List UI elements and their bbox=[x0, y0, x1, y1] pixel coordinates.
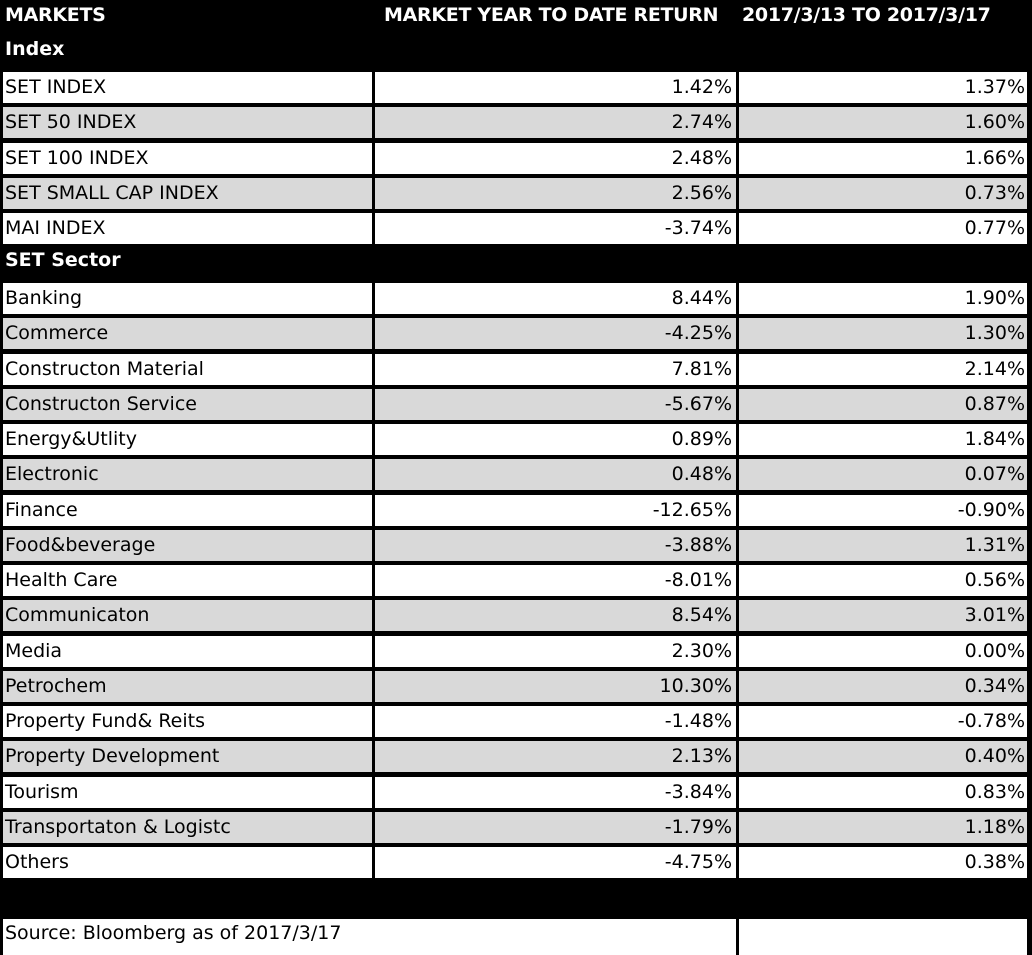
market-name-cell: SET 100 INDEX bbox=[3, 143, 372, 174]
weekly-return-cell: 0.38% bbox=[739, 847, 1027, 878]
ytd-return-cell: 2.13% bbox=[375, 741, 736, 772]
weekly-return-cell: 0.40% bbox=[739, 741, 1027, 772]
table-row bbox=[0, 704, 1032, 739]
ytd-return-cell: 2.74% bbox=[375, 107, 736, 138]
table-row bbox=[0, 739, 1032, 774]
market-name-cell: Electronic bbox=[3, 459, 372, 490]
table-row bbox=[0, 775, 1032, 810]
weekly-return-cell: 1.60% bbox=[739, 107, 1027, 138]
market-name-cell: SET INDEX bbox=[3, 72, 372, 103]
market-name-cell: Transportaton & Logistc bbox=[3, 812, 372, 843]
market-name-cell: Property Development bbox=[3, 741, 372, 772]
weekly-return-cell: 0.87% bbox=[739, 389, 1027, 420]
ytd-return-cell: -8.01% bbox=[375, 565, 736, 596]
weekly-return-cell: 1.18% bbox=[739, 812, 1027, 843]
ytd-return-cell: 0.89% bbox=[375, 424, 736, 455]
weekly-return-cell: 1.66% bbox=[739, 143, 1027, 174]
ytd-return-cell: -4.75% bbox=[375, 847, 736, 878]
weekly-return-cell: 0.07% bbox=[739, 459, 1027, 490]
ytd-return-cell: -1.79% bbox=[375, 812, 736, 843]
source-row bbox=[0, 917, 1032, 955]
weekly-return-cell: 1.30% bbox=[739, 318, 1027, 349]
weekly-return-cell: 0.00% bbox=[739, 636, 1027, 667]
source-empty-cell bbox=[739, 919, 1027, 955]
market-name-cell: SET SMALL CAP INDEX bbox=[3, 178, 372, 209]
market-name-cell: Tourism bbox=[3, 777, 372, 808]
weekly-return-cell: 1.31% bbox=[739, 530, 1027, 561]
weekly-return-cell: 0.34% bbox=[739, 671, 1027, 702]
ytd-return-cell: -12.65% bbox=[375, 495, 736, 526]
table-row bbox=[0, 810, 1032, 845]
market-name-cell: Constructon Service bbox=[3, 389, 372, 420]
table-row bbox=[0, 422, 1032, 457]
weekly-return-cell: -0.78% bbox=[739, 706, 1027, 737]
table-row bbox=[0, 352, 1032, 387]
table-row bbox=[0, 316, 1032, 351]
market-name-cell: SET 50 INDEX bbox=[3, 107, 372, 138]
table-row bbox=[0, 528, 1032, 563]
section-title-index: Index bbox=[5, 38, 65, 60]
ytd-return-cell: 8.54% bbox=[375, 600, 736, 631]
table-row bbox=[0, 845, 1032, 880]
market-name-cell: Communicaton bbox=[3, 600, 372, 631]
table-row bbox=[0, 176, 1032, 211]
market-name-cell: Constructon Material bbox=[3, 354, 372, 385]
market-name-cell: Petrochem bbox=[3, 671, 372, 702]
market-name-cell: Commerce bbox=[3, 318, 372, 349]
section-title-set-sector: SET Sector bbox=[5, 249, 121, 271]
market-name-cell: Food&beverage bbox=[3, 530, 372, 561]
table-row bbox=[0, 105, 1032, 140]
market-name-cell: Finance bbox=[3, 495, 372, 526]
weekly-return-cell: 0.77% bbox=[739, 213, 1027, 244]
ytd-return-cell: 7.81% bbox=[375, 354, 736, 385]
market-name-cell: Property Fund& Reits bbox=[3, 706, 372, 737]
weekly-return-cell: 1.84% bbox=[739, 424, 1027, 455]
table-row bbox=[0, 211, 1032, 246]
ytd-return-cell: -4.25% bbox=[375, 318, 736, 349]
ytd-return-cell: -3.88% bbox=[375, 530, 736, 561]
ytd-return-cell: 2.30% bbox=[375, 636, 736, 667]
market-name-cell: Health Care bbox=[3, 565, 372, 596]
period-column-header: 2017/3/13 TO 2017/3/17 bbox=[742, 4, 991, 26]
table-row bbox=[0, 141, 1032, 176]
ytd-return-cell: 1.42% bbox=[375, 72, 736, 103]
weekly-return-cell: 1.90% bbox=[739, 283, 1027, 314]
weekly-return-cell: -0.90% bbox=[739, 495, 1027, 526]
ytd-return-cell: 10.30% bbox=[375, 671, 736, 702]
ytd-return-cell: -3.74% bbox=[375, 213, 736, 244]
ytd-return-cell: 2.56% bbox=[375, 178, 736, 209]
ytd-return-cell: -3.84% bbox=[375, 777, 736, 808]
ytd-return-cell: 8.44% bbox=[375, 283, 736, 314]
market-name-cell: Others bbox=[3, 847, 372, 878]
weekly-return-cell: 0.56% bbox=[739, 565, 1027, 596]
weekly-return-cell: 0.83% bbox=[739, 777, 1027, 808]
weekly-return-cell: 2.14% bbox=[739, 354, 1027, 385]
table-row bbox=[0, 598, 1032, 633]
table-row bbox=[0, 669, 1032, 704]
table-row bbox=[0, 634, 1032, 669]
weekly-return-cell: 0.73% bbox=[739, 178, 1027, 209]
source-note: Source: Bloomberg as of 2017/3/17 bbox=[3, 919, 736, 955]
table-row bbox=[0, 281, 1032, 316]
ytd-return-cell: -1.48% bbox=[375, 706, 736, 737]
weekly-return-cell: 3.01% bbox=[739, 600, 1027, 631]
market-name-cell: Media bbox=[3, 636, 372, 667]
market-name-cell: MAI INDEX bbox=[3, 213, 372, 244]
ytd-return-column-header: MARKET YEAR TO DATE RETURN bbox=[384, 4, 719, 26]
ytd-return-cell: 2.48% bbox=[375, 143, 736, 174]
ytd-return-cell: 0.48% bbox=[375, 459, 736, 490]
table-row bbox=[0, 563, 1032, 598]
market-name-cell: Energy&Utlity bbox=[3, 424, 372, 455]
table-row bbox=[0, 493, 1032, 528]
table-row bbox=[0, 70, 1032, 105]
table-row bbox=[0, 457, 1032, 492]
markets-column-header: MARKETS bbox=[5, 4, 106, 26]
ytd-return-cell: -5.67% bbox=[375, 389, 736, 420]
market-name-cell: Banking bbox=[3, 283, 372, 314]
weekly-return-cell: 1.37% bbox=[739, 72, 1027, 103]
table-row bbox=[0, 387, 1032, 422]
